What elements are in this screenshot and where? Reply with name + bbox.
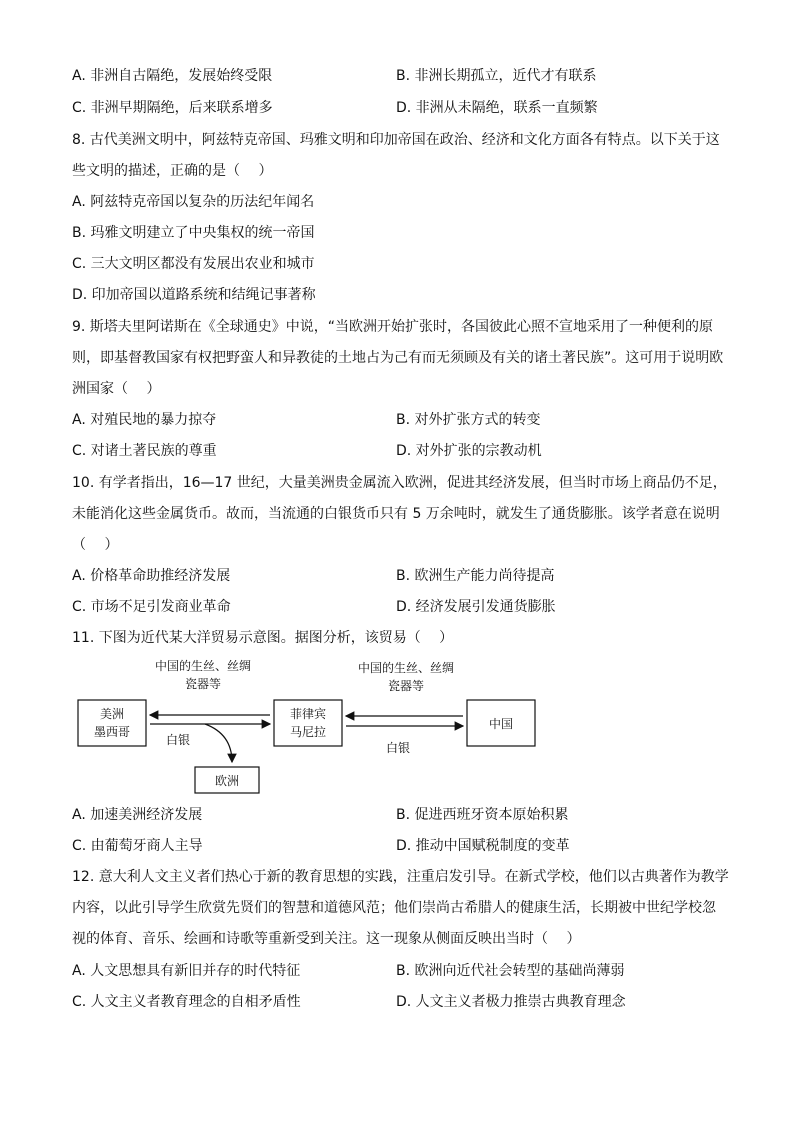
q11-option-a: A. 加速美洲经济发展	[72, 807, 203, 823]
trade-diagram	[0, 650, 794, 800]
q7-option-c: C. 非洲早期隔绝，后来联系增多	[72, 100, 273, 116]
box-america-line2: 墨西哥	[93, 725, 131, 739]
q9-stem-line-2: 则，即基督教国家有权把野蛮人和异教徒的土地占为己有而无须顾及有关的诸土著民族”。这可用于说明欧	[72, 350, 724, 366]
q12-stem-line-1: 12. 意大利人文主义者们热心于新的教育思想的实践，注重启发引导。在新式学校，他们以古典著作为教学	[72, 869, 729, 885]
q10-stem-line-2: 未能消化这些金属货币。故而，当流通的白银货币只有 5 万余吨时，就发生了通货膨胀。该学者意在说明	[72, 506, 720, 522]
q12-option-a: A. 人文思想具有新旧并存的时代特征	[72, 963, 301, 979]
q11-option-d: D. 推动中国赋税制度的变革	[396, 838, 570, 854]
arrow-silver-to-europe	[205, 724, 232, 762]
q12-stem-line-3: 视的体育、音乐、绘画和诗歌等重新受到关注。这一现象从侧面反映出当时（ ）	[72, 931, 581, 947]
q10-option-a: A. 价格革命助推经济发展	[72, 568, 231, 584]
box-america-line1: 美洲	[99, 707, 125, 721]
box-china-label: 中国	[488, 717, 514, 731]
q10-option-c: C. 市场不足引发商业革命	[72, 599, 231, 615]
box-philippines-line1: 菲律宾	[289, 707, 327, 721]
q9-stem-line-1: 9. 斯塔夫里阿诺斯在《全球通史》中说，“当欧洲开始扩张时，各国彼此心照不宣地采用了一种便利的原	[72, 319, 714, 335]
q8-stem-line-1: 8. 古代美洲文明中，阿兹特克帝国、玛雅文明和印加帝国在政治、经济和文化方面各有特点。以下关于这	[72, 132, 720, 148]
goods-label-left-line2: 瓷器等	[184, 677, 222, 691]
goods-label-right-line2: 瓷器等	[387, 679, 425, 693]
q8-option-d: D. 印加帝国以道路系统和结绳记事著称	[72, 287, 316, 303]
q10-option-d: D. 经济发展引发通货膨胀	[396, 599, 556, 615]
q12-option-c: C. 人文主义者教育理念的自相矛盾性	[72, 994, 301, 1010]
q10-option-b: B. 欧洲生产能力尚待提高	[396, 568, 555, 584]
box-europe-label: 欧洲	[214, 774, 240, 788]
goods-label-left-line1: 中国的生丝、丝绸	[154, 659, 252, 673]
q9-stem-line-3: 洲国家（ ）	[72, 381, 161, 397]
q10-stem-line-3: （ ）	[72, 537, 119, 553]
q8-stem-line-2: 些文明的描述，正确的是（ ）	[72, 163, 273, 179]
q12-option-b: B. 欧洲向近代社会转型的基础尚薄弱	[396, 963, 625, 979]
q9-option-b: B. 对外扩张方式的转变	[396, 412, 541, 428]
q9-option-c: C. 对诸土著民族的尊重	[72, 443, 217, 459]
q8-option-b: B. 玛雅文明建立了中央集权的统一帝国	[72, 225, 315, 241]
box-philippines-line2: 马尼拉	[289, 725, 327, 739]
q8-option-c: C. 三大文明区都没有发展出农业和城市	[72, 256, 315, 272]
q11-option-b: B. 促进西班牙资本原始积累	[396, 807, 569, 823]
q9-option-a: A. 对殖民地的暴力掠夺	[72, 412, 217, 428]
q7-option-d: D. 非洲从未隔绝，联系一直频繁	[396, 100, 598, 116]
q8-option-a: A. 阿兹特克帝国以复杂的历法纪年闻名	[72, 194, 315, 210]
q10-stem-line-1: 10. 有学者指出，16—17 世纪，大量美洲贵金属流入欧洲，促进其经济发展，但当时市场上商品仍不足，	[72, 475, 727, 491]
q7-option-a: A. 非洲自古隔绝，发展始终受限	[72, 68, 273, 84]
q12-option-d: D. 人文主义者极力推崇古典教育理念	[396, 994, 626, 1010]
q12-stem-line-2: 内容，以此引导学生欣赏先贤们的智慧和道德风范；他们崇尚古希腊人的健康生活，长期被中世纪学校忽	[72, 900, 716, 916]
goods-label-right-line1: 中国的生丝、丝绸	[357, 661, 455, 675]
q7-option-b: B. 非洲长期孤立，近代才有联系	[396, 68, 597, 84]
q9-option-d: D. 对外扩张的宗教动机	[396, 443, 542, 459]
q11-option-c: C. 由葡萄牙商人主导	[72, 838, 203, 854]
silver-label-right: 白银	[385, 741, 411, 755]
q11-stem: 11. 下图为近代某大洋贸易示意图。据图分析，该贸易（ ）	[72, 630, 454, 646]
silver-label-left: 白银	[165, 733, 191, 747]
